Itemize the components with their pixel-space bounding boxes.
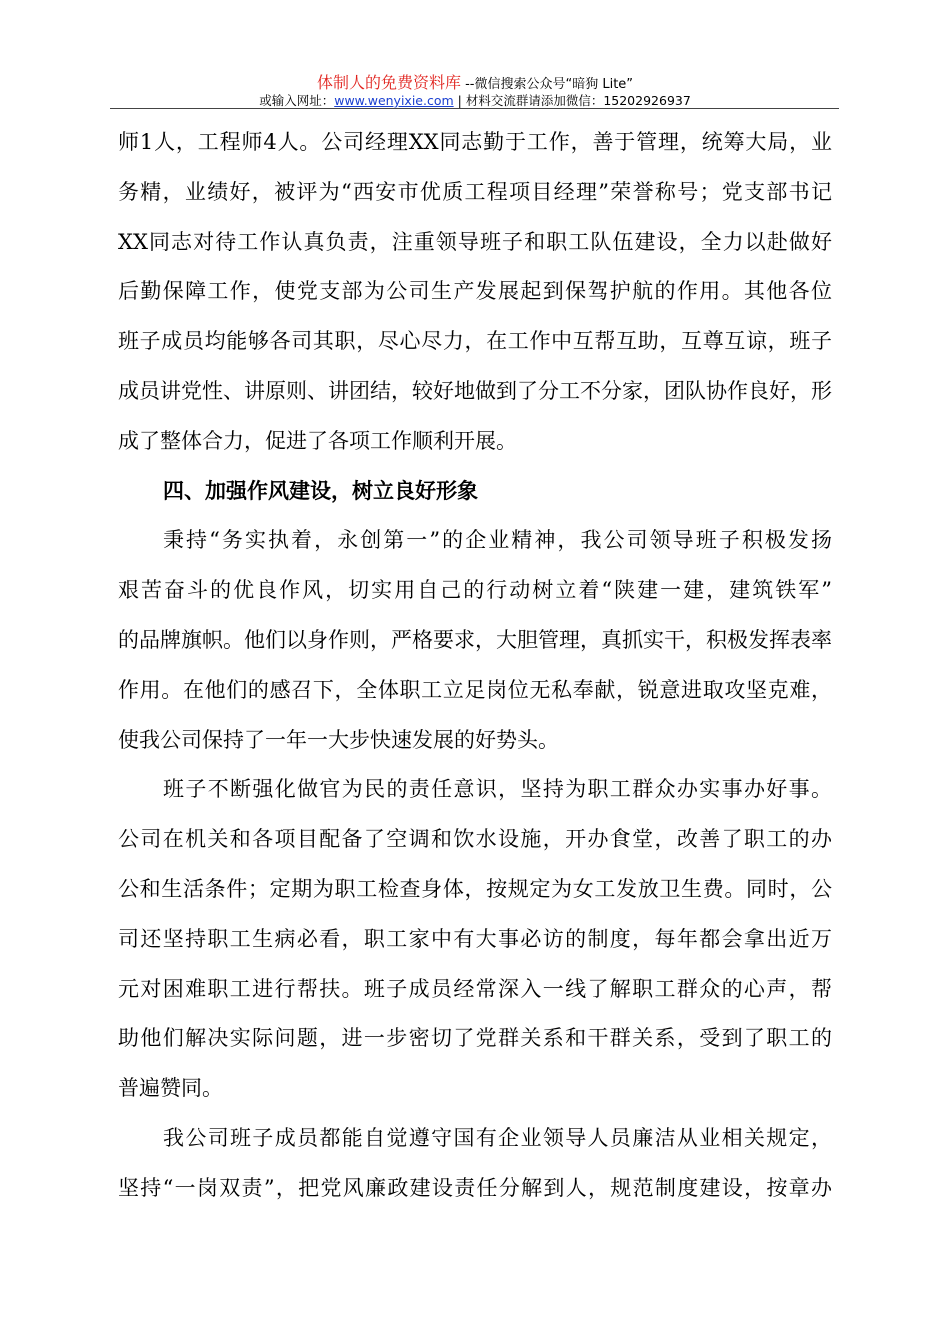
- header-divider: [110, 108, 839, 109]
- text-line: 作用。在他们的感召下，全体职工立足岗位无私奉献，锐意进取攻坚克难，: [118, 677, 832, 702]
- header-banner: [0, 70, 950, 93]
- text-line: 使我公司保持了一年一大步快速发展的好势头。: [118, 727, 559, 752]
- text-line: 师1人，工程师4人。公司经理XX同志勤于工作，善于管理，统筹大局，业: [118, 130, 832, 154]
- contact-info: | 材料交流群请添加微信：15202926937: [453, 93, 691, 108]
- text-line: 坚持“一岗双责”，把党风廉政建设责任分解到人，规范制度建设，按章办: [118, 1175, 832, 1200]
- text-line: 公和生活条件；定期为职工检查身体，按规定为女工发放卫生费。同时，公: [118, 876, 832, 901]
- wechat-hint: --微信搜索公众号“暗狗 Lite”: [465, 77, 634, 92]
- brand-title: 体制人的免费资料库: [316, 73, 461, 92]
- document-body: [118, 118, 832, 1214]
- section-heading: 四、加强作风建设，树立良好形象: [163, 478, 478, 503]
- text-line: 助他们解决实际问题，进一步密切了党群关系和干群关系，受到了职工的: [118, 1026, 832, 1051]
- text-line: 成了整体合力，促进了各项工作顺利开展。: [118, 428, 517, 453]
- text-line: 公司在机关和各项目配备了空调和饮水设施，开办食堂，改善了职工的办: [118, 827, 832, 852]
- text-line: 秉持“务实执着，永创第一”的企业精神，我公司领导班子积极发扬: [163, 528, 832, 553]
- text-line: 司还坚持职工生病必看，职工家中有大事必访的制度，每年都会拿出近万: [118, 926, 832, 951]
- website-link[interactable]: www.wenyixie.com: [334, 93, 454, 108]
- text-line: 务精，业绩好，被评为“西安市优质工程项目经理”荣誉称号；党支部书记: [118, 179, 832, 204]
- text-line: XX同志对待工作认真负责，注重领导班子和职工队伍建设，全力以赴做好: [118, 229, 832, 254]
- text-line: 艰苦奋斗的优良作风，切实用自己的行动树立着“陕建一建，建筑铁军”: [118, 578, 832, 603]
- header-contact: [0, 91, 950, 109]
- text-line: 班子成员均能够各司其职，尽心尽力，在工作中互帮互助，互尊互谅，班子: [118, 329, 832, 354]
- text-line: 元对困难职工进行帮扶。班子成员经常深入一线了解职工群众的心声，帮: [118, 976, 832, 1001]
- text-line: 成员讲党性、讲原则、讲团结，较好地做到了分工不分家，团队协作良好，形: [118, 378, 832, 403]
- url-label: 或输入网址：: [259, 93, 335, 108]
- text-line: 的品牌旗帜。他们以身作则，严格要求，大胆管理，真抓实干，积极发挥表率: [118, 627, 832, 652]
- text-line: 班子不断强化做官为民的责任意识，坚持为职工群众办实事办好事。: [163, 777, 832, 802]
- text-line: 普遍赞同。: [118, 1076, 223, 1101]
- text-line: 我公司班子成员都能自觉遵守国有企业领导人员廉洁从业相关规定，: [163, 1125, 832, 1150]
- text-line: 后勤保障工作，使党支部为公司生产发展起到保驾护航的作用。其他各位: [118, 279, 832, 304]
